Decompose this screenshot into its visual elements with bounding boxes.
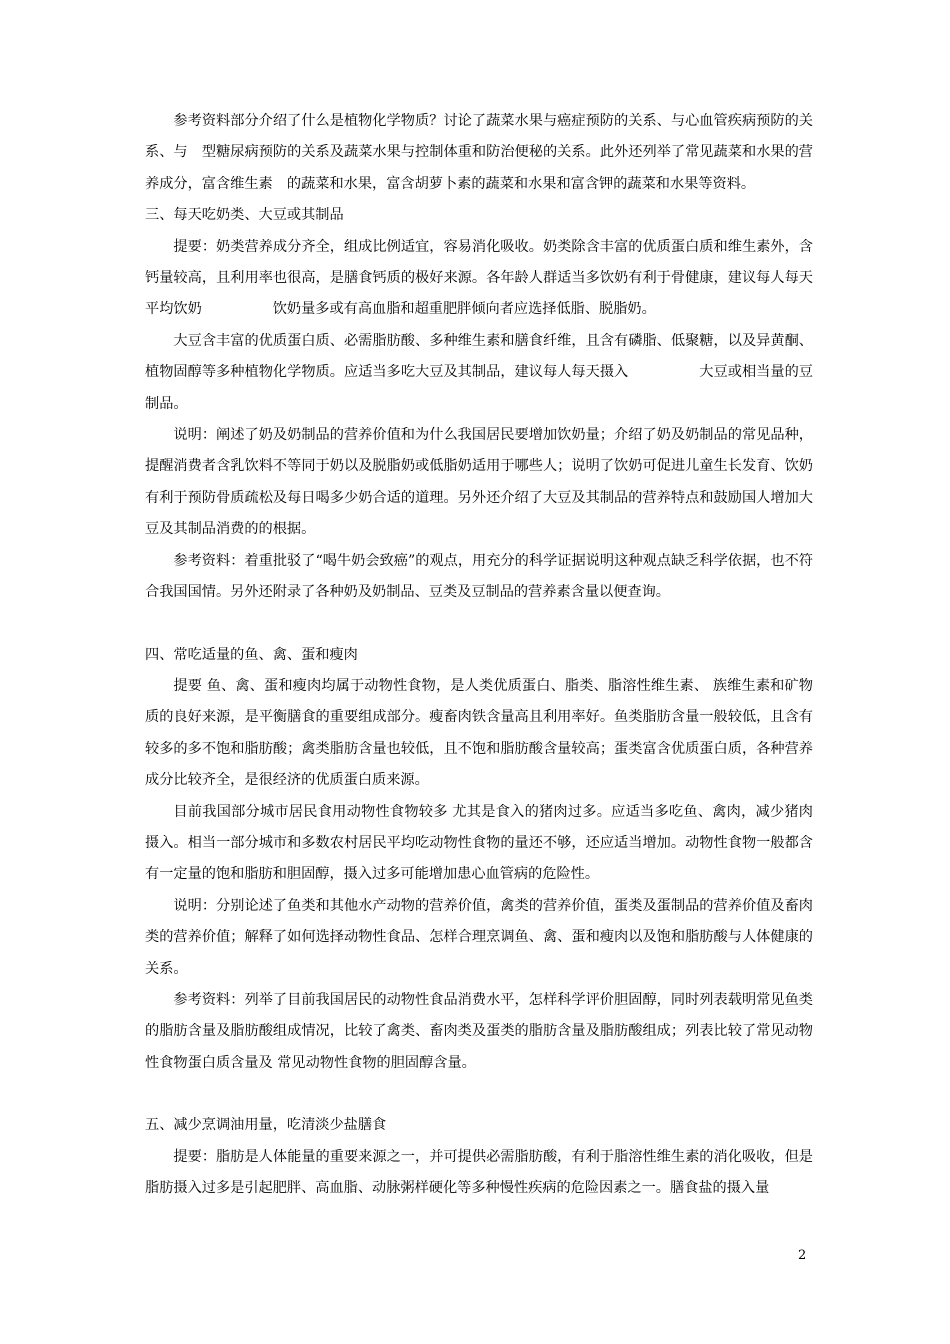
paragraph-soy-summary: 大豆含丰富的优质蛋白质、必需脂肪酸、多种维生素和膳食纤维，且含有磷脂、低聚糖，以及异黄酮、植物固醇等多种植物化学物质。应适当多吃大豆及其制品，建议每人每天摄入 大豆或相当量的豆制品。	[145, 332, 813, 412]
page-number: 2	[798, 1248, 807, 1263]
section-heading-oil-salt: 五、减少烹调油用量，吃清淡少盐膳食	[145, 1117, 387, 1134]
paragraph-fish-reference: 参考资料：列举了目前我国居民的动物性食品消费水平，怎样科学评价胆固醇，同时列表载明常见鱼类的脂肪含量及脂肪酸组成情况，比较了禽类、畜肉类及蛋类的脂肪含量及脂肪酸组成；列表比较了常见动物性食物蛋白质含量及 常见动物性食物的胆固醇含量。	[145, 991, 813, 1071]
paragraph-reference-vegetables: 参考资料部分介绍了什么是植物化学物质？讨论了蔬菜水果与癌症预防的关系、与心血管疾病预防的关系、与 型糖尿病预防的关系及蔬菜水果与控制体重和防治便秘的关系。此外还列举了常见蔬菜和水果的营养成分，富含维生素 的蔬菜和水果，富含胡萝卜素的蔬菜和水果和富含钾的蔬菜和水果等资料。	[145, 113, 813, 192]
blank-line	[145, 609, 813, 640]
blank-line	[145, 1079, 813, 1110]
paragraph-dairy-reference: 参考资料：着重批驳了“喝牛奶会致癌”的观点，用充分的科学证据说明这种观点缺乏科学依据，也不符合我国国情。另外还附录了各种奶及奶制品、豆类及豆制品的营养素含量以便查询。	[145, 552, 813, 601]
paragraph-dairy-explanation: 说明：阐述了奶及奶制品的营养价值和为什么我国居民要增加饮奶量；介绍了奶及奶制品的常见品种，提醒消费者含乳饮料不等同于奶以及脱脂奶或低脂奶适用于哪些人；说明了饮奶可促进儿童生长发育、饮奶有利于预防骨质疏松及每日喝多少奶合适的道理。另外还介绍了大豆及其制品的营养特点和鼓励国人增加大豆及其制品消费的的根据。	[145, 427, 813, 538]
paragraph-fish-summary: 提要 鱼、禽、蛋和瘦肉均属于动物性食物，是人类优质蛋白、脂类、脂溶性维生素、 族维生素和矿物质的良好来源，是平衡膳食的重要组成部分。瘦畜肉铁含量高且利用率好。鱼类脂肪含量一般较低，且含有较多的多不饱和脂肪酸；禽类脂肪含量也较低，且不饱和脂肪酸含量较高；蛋类富含优质蛋白质，各种营养成分比较齐全，是很经济的优质蛋白质来源。	[145, 677, 813, 789]
section-heading-dairy-soy: 三、每天吃奶类、大豆或其制品	[145, 207, 344, 224]
section-heading-fish-poultry: 四、常吃适量的鱼、禽、蛋和瘦肉	[145, 646, 358, 663]
page-content	[145, 106, 813, 1204]
paragraph-oil-summary: 提要：脂肪是人体能量的重要来源之一，并可提供必需脂肪酸，有利于脂溶性维生素的消化吸收，但是脂肪摄入过多是引起肥胖、高血脂、动脉粥样硬化等多种慢性疾病的危险因素之一。膳食盐的摄入量	[145, 1148, 813, 1196]
paragraph-meat-consumption: 目前我国部分城市居民食用动物性食物较多 尤其是食入的猪肉过多。应适当多吃鱼、禽肉，减少猪肉摄入。相当一部分城市和多数农村居民平均吃动物性食物的量还不够，还应适当增加。动物性食物一般都含有一定量的饱和脂肪和胆固醇，摄入过多可能增加患心血管病的危险性。	[145, 803, 813, 883]
paragraph-fish-explanation: 说明：分别论述了鱼类和其他水产动物的营养价值，禽类的营养价值，蛋类及蛋制品的营养价值及畜肉类的营养价值；解释了如何选择动物性食品、怎样合理烹调鱼、禽、蛋和瘦肉以及饱和脂肪酸与人体健康的关系。	[145, 897, 813, 977]
paragraph-dairy-summary: 提要：奶类营养成分齐全，组成比例适宜，容易消化吸收。奶类除含丰富的优质蛋白质和维生素外，含钙量较高，且利用率也很高，是膳食钙质的极好来源。各年龄人群适当多饮奶有利于骨健康，建议每人每天平均饮奶 饮奶量多或有高血脂和超重肥胖倾向者应选择低脂、脱脂奶。	[145, 238, 813, 318]
